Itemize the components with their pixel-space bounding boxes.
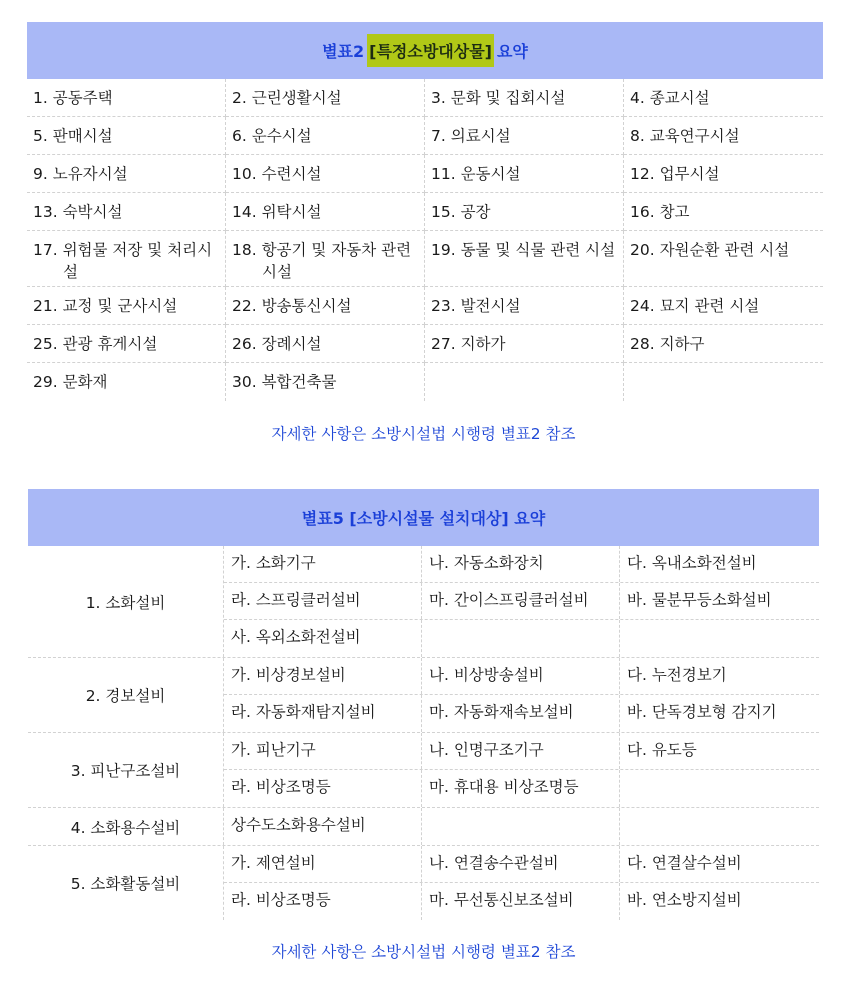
facility-item: [27, 231, 226, 287]
facility-item-label: 4. 종교시설: [630, 89, 710, 107]
facility-item: [624, 117, 823, 155]
facility-item: [226, 155, 425, 193]
facility-item: [624, 231, 823, 287]
empty-cell: [425, 363, 624, 401]
equipment-item: 사. 옥외소화전설비: [224, 620, 422, 657]
table1-title-suffix: 요약: [496, 42, 528, 61]
facility-item: [226, 231, 425, 287]
special-fire-target-table: [27, 22, 823, 401]
empty-cell: [624, 363, 823, 401]
table2-note: 자세한 사항은 소방시설법 시행령 별표2 참조: [271, 943, 576, 961]
equipment-item: 라. 비상조명등: [224, 770, 422, 807]
facility-item-label: 15. 공장: [431, 203, 491, 221]
equipment-row: [224, 546, 819, 583]
facility-item: [226, 117, 425, 155]
table2-title: 별표5 [소방시설물 설치대상] 요약: [28, 489, 819, 546]
equipment-row: [224, 695, 819, 732]
facility-item: [226, 287, 425, 325]
facility-item-label: 25. 관광 휴게시설: [33, 335, 158, 353]
facility-item: [226, 363, 425, 401]
equipment-category: [28, 808, 819, 846]
equipment-row: [224, 620, 819, 657]
table1-title: [27, 22, 823, 79]
equipment-row: [224, 658, 819, 695]
equipment-item: 바. 연소방지설비: [627, 891, 742, 909]
facility-item: [624, 79, 823, 117]
empty-cell: [620, 620, 819, 657]
equipment-item: 라. 비상조명등: [224, 883, 422, 920]
facility-item-label: 21. 교정 및 군사시설: [33, 297, 178, 315]
equipment-item: 나. 자동소화장치: [422, 546, 620, 582]
facility-item-label: 27. 지하가: [431, 335, 506, 353]
facility-item-label: 23. 발전시설: [431, 297, 521, 315]
facility-item-label: 8. 교육연구시설: [630, 127, 740, 145]
facility-item: [27, 193, 226, 231]
equipment-item: 가. 비상경보설비: [224, 658, 422, 694]
equipment-item: 가. 피난기구: [224, 733, 422, 769]
equipment-item: 라. 자동화재탐지설비: [224, 695, 422, 732]
facility-item: [425, 193, 624, 231]
facility-item: [27, 117, 226, 155]
facility-item: [624, 155, 823, 193]
equipment-category: [28, 658, 819, 733]
equipment-row: [224, 583, 819, 620]
equipment-item: 바. 단독경보형 감지기: [627, 703, 777, 721]
facility-item: [226, 193, 425, 231]
facility-item-label: 10. 수련시설: [232, 165, 322, 183]
equipment-category: [28, 846, 819, 920]
facility-item-label: 3. 문화 및 집회시설: [431, 89, 566, 107]
facility-item-label: 11. 운동시설: [431, 165, 521, 183]
equipment-item: 마. 간이스프링클러설비: [422, 583, 620, 619]
facility-item-label: 12. 업무시설: [630, 165, 720, 183]
fire-facility-install-table: [28, 489, 819, 920]
equipment-row: [224, 733, 819, 770]
facility-item-label: 20. 자원순환 관련 시설: [630, 241, 790, 259]
empty-cell: [620, 808, 819, 845]
equipment-category-label: 1. 소화설비: [28, 546, 224, 657]
table1-title-prefix: 별표2: [322, 42, 365, 61]
facility-item: [624, 325, 823, 363]
facility-item-label: 2. 근린생활시설: [232, 89, 342, 107]
equipment-item: 마. 자동화재속보설비: [422, 695, 620, 732]
equipment-item: 나. 연결송수관설비: [422, 846, 620, 882]
equipment-category: [28, 733, 819, 808]
facility-item-label: 17. 위험물 저장 및 처리시설: [33, 241, 213, 281]
equipment-item: 나. 비상방송설비: [422, 658, 620, 694]
facility-item: [226, 325, 425, 363]
facility-item: [425, 79, 624, 117]
facility-item: [425, 155, 624, 193]
equipment-category-label: 5. 소화활동설비: [28, 846, 224, 920]
facility-item-label: 26. 장례시설: [232, 335, 322, 353]
equipment-item: 나. 인명구조기구: [422, 733, 620, 769]
facility-item-label: 7. 의료시설: [431, 127, 511, 145]
equipment-item: 다. 누전경보기: [627, 666, 727, 684]
equipment-row: [224, 883, 819, 920]
empty-cell: [620, 770, 819, 807]
table2-body: [28, 546, 819, 920]
equipment-row: [224, 770, 819, 807]
equipment-item: 다. 연결살수설비: [627, 854, 742, 872]
equipment-item: 다. 옥내소화전설비: [627, 554, 757, 572]
facility-item: [27, 287, 226, 325]
facility-item-label: 19. 동물 및 식물 관련 시설: [431, 241, 616, 259]
facility-item-label: 16. 창고: [630, 203, 690, 221]
facility-item-label: 6. 운수시설: [232, 127, 312, 145]
facility-item-label: 9. 노유자시설: [33, 165, 128, 183]
facility-item: [27, 79, 226, 117]
table1-title-highlight: [특정소방대상물]: [367, 34, 494, 67]
facility-item-label: 24. 묘지 관련 시설: [630, 297, 760, 315]
facility-item-label: 18. 항공기 및 자동차 관련 시설: [232, 241, 412, 281]
facility-item-label: 14. 위탁시설: [232, 203, 322, 221]
equipment-item: 상수도소화용수설비: [224, 808, 422, 845]
equipment-row: [224, 808, 819, 845]
facility-item: [425, 287, 624, 325]
facility-item-label: 30. 복합건축물: [232, 373, 337, 391]
facility-item-label: 29. 문화재: [33, 373, 108, 391]
facility-item: [425, 231, 624, 287]
facility-item: [226, 79, 425, 117]
equipment-category-label: 2. 경보설비: [28, 658, 224, 732]
equipment-item: 가. 제연설비: [224, 846, 422, 882]
facility-item: [27, 325, 226, 363]
facility-item: [27, 363, 226, 401]
equipment-item: 마. 휴대용 비상조명등: [422, 770, 620, 807]
equipment-row: [224, 846, 819, 883]
equipment-item: 바. 물분무등소화설비: [627, 591, 772, 609]
facility-item: [27, 155, 226, 193]
facility-item: [425, 117, 624, 155]
equipment-category: [28, 546, 819, 658]
equipment-item: 가. 소화기구: [224, 546, 422, 582]
facility-item-label: 28. 지하구: [630, 335, 705, 353]
equipment-item: 마. 무선통신보조설비: [422, 883, 620, 920]
equipment-category-label: 4. 소화용수설비: [28, 808, 224, 845]
facility-item-label: 5. 판매시설: [33, 127, 113, 145]
facility-item-label: 22. 방송통신시설: [232, 297, 352, 315]
table1-grid: [27, 79, 823, 401]
equipment-item: 라. 스프링클러설비: [224, 583, 422, 619]
facility-item: [624, 193, 823, 231]
facility-item-label: 1. 공동주택: [33, 89, 113, 107]
empty-cell: [422, 620, 620, 657]
facility-item: [425, 325, 624, 363]
equipment-category-label: 3. 피난구조설비: [28, 733, 224, 807]
equipment-item: 다. 유도등: [627, 741, 697, 759]
empty-cell: [422, 808, 620, 845]
facility-item: [624, 287, 823, 325]
table1-note: 자세한 사항은 소방시설법 시행령 별표2 참조: [271, 425, 576, 443]
facility-item-label: 13. 숙박시설: [33, 203, 123, 221]
